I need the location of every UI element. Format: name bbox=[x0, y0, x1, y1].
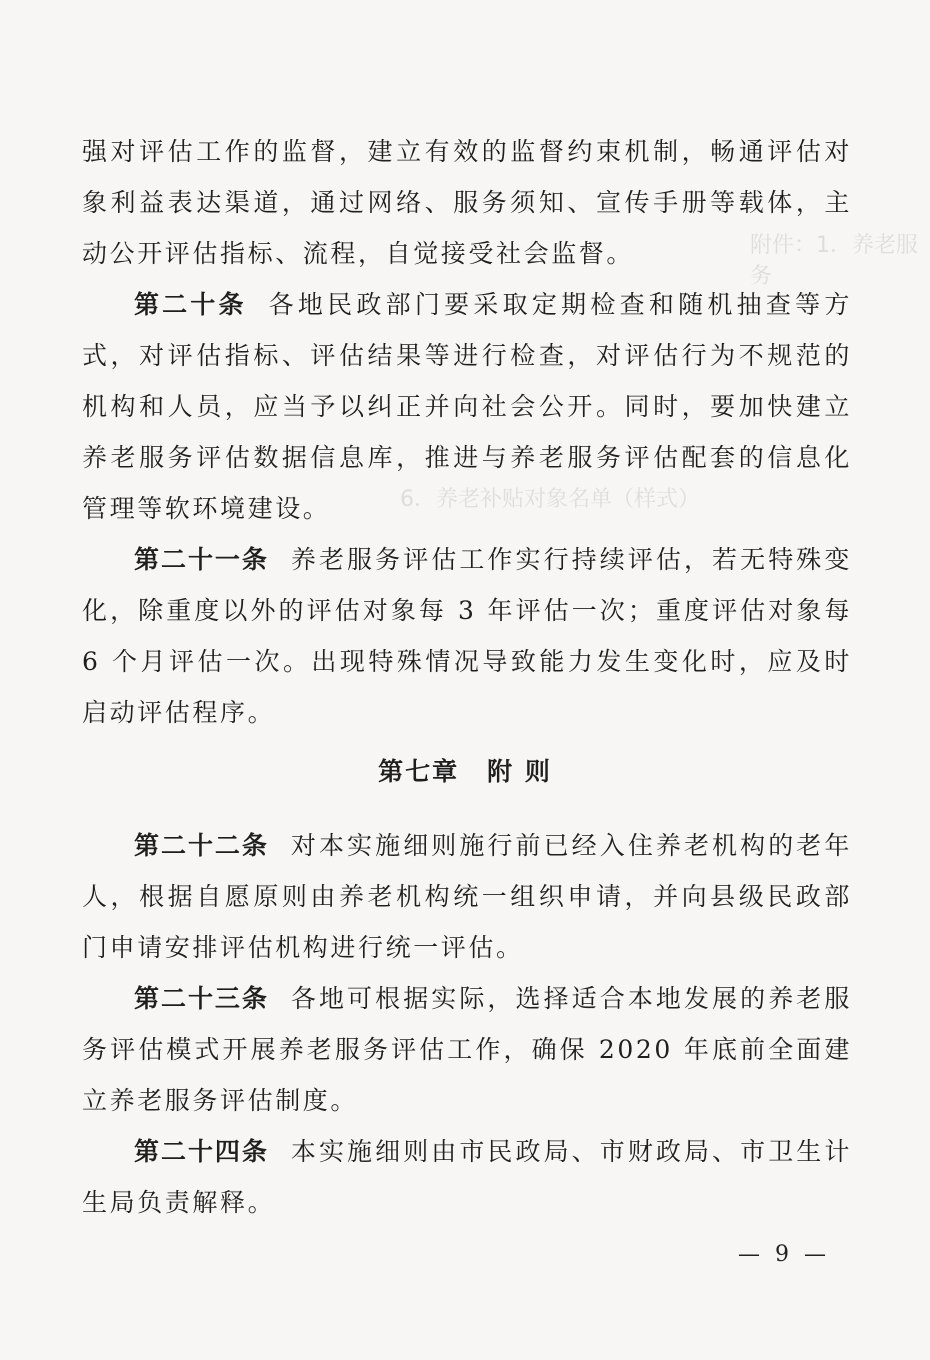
article-text: 对本实施细则施行前已经入住养老机构的老年人，根据自愿原则由养老机构统一组织申请，并向县级民政部门申请安排评估机构进行统一评估。 bbox=[82, 831, 852, 962]
chapter-title: 附 则 bbox=[487, 757, 552, 786]
article-number: 第二十四条 bbox=[134, 1137, 269, 1166]
bleed-through-text: 6．养老补贴对象名单（样式） bbox=[400, 487, 700, 512]
article-20 bbox=[82, 279, 852, 534]
article-22 bbox=[82, 820, 852, 973]
article-text: 各地可根据实际，选择适合本地发展的养老服务评估模式开展养老服务评估工作，确保 2020 年底前全面建立养老服务评估制度。 bbox=[82, 984, 852, 1115]
article-text: 本实施细则由市民政局、市财政局、市卫生计生局负责解释。 bbox=[82, 1137, 852, 1217]
article-21 bbox=[82, 534, 852, 738]
article-number: 第二十条 bbox=[134, 290, 247, 319]
article-text: 养老服务评估工作实行持续评估，若无特殊变化，除重度以外的评估对象每 3 年评估一次；重度评估对象每 6 个月评估一次。出现特殊情况导致能力发生变化时，应及时启动评估程序。 bbox=[82, 545, 852, 727]
article-23 bbox=[82, 973, 852, 1126]
body-text-upper bbox=[82, 126, 852, 738]
page-number: — 9 — bbox=[738, 1242, 830, 1267]
article-number: 第二十三条 bbox=[134, 984, 269, 1013]
body-text-lower bbox=[82, 820, 852, 1228]
bleed-through-text: 附件：1．养老服务 bbox=[750, 233, 918, 289]
article-text: 各地民政部门要采取定期检查和随机抽查等方式，对评估指标、评估结果等进行检查，对评估行为不规范的机构和人员，应当予以纠正并向社会公开。同时，要加快建立养老服务评估数据信息库，推进与养老服务评估配套的信息化管理等软环境建设。 bbox=[82, 290, 852, 523]
article-24 bbox=[82, 1126, 852, 1228]
chapter-heading bbox=[0, 752, 930, 788]
article-number: 第二十一条 bbox=[134, 545, 269, 574]
chapter-number: 第七章 bbox=[378, 757, 460, 786]
article-number: 第二十二条 bbox=[134, 831, 269, 860]
opening-paragraph: 强对评估工作的监督，建立有效的监督约束机制，畅通评估对象利益表达渠道，通过网络、服务须知、宣传手册等载体，主动公开评估指标、流程，自觉接受社会监督。 bbox=[82, 137, 852, 268]
